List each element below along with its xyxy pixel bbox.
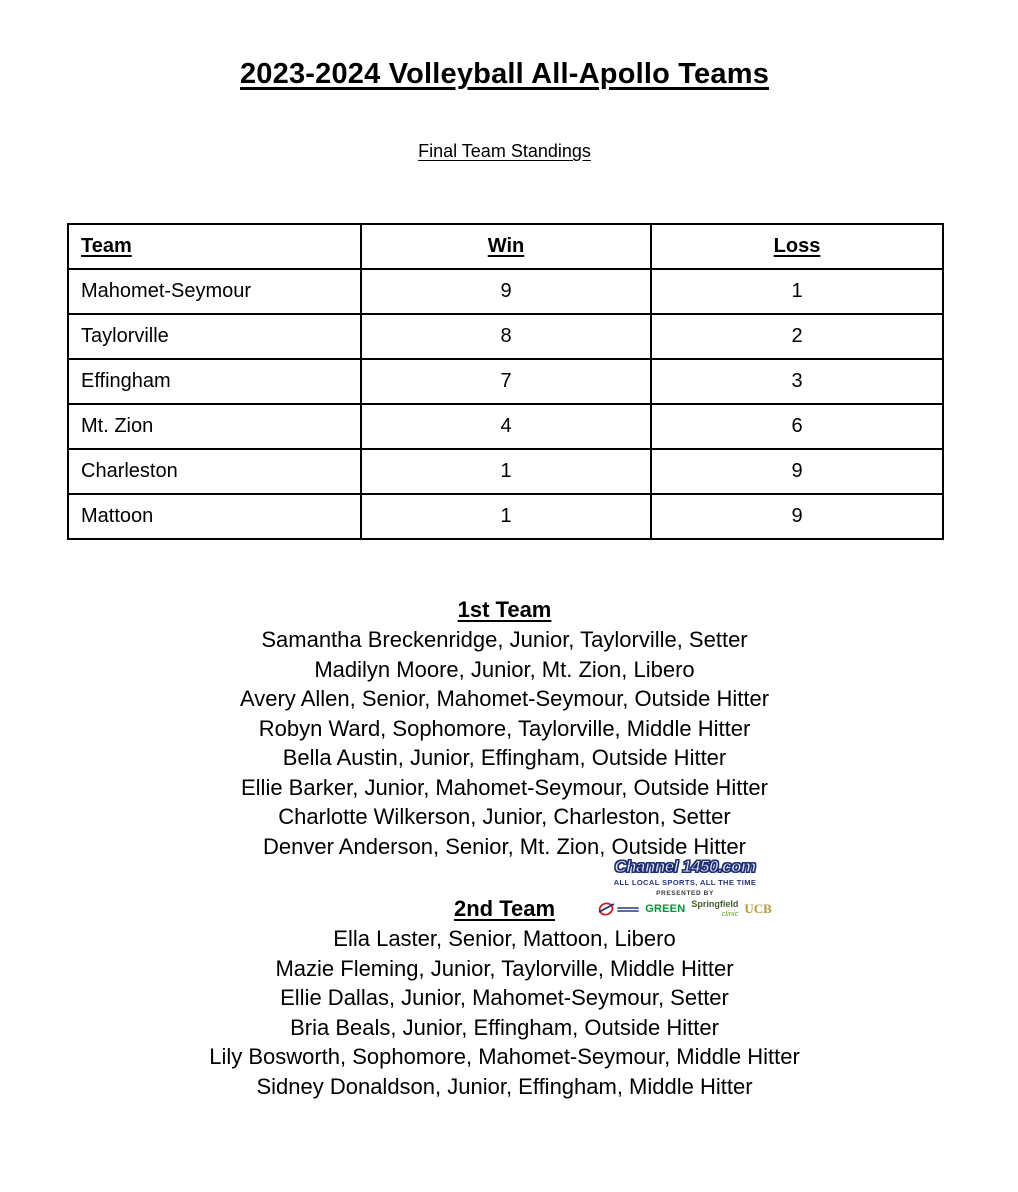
- loss-cell: 2: [651, 314, 943, 359]
- standings-table: [67, 223, 944, 540]
- standings-header-loss: Loss: [651, 224, 943, 269]
- standings-subtitle: Final Team Standings: [418, 141, 591, 161]
- page-title: 2023-2024 Volleyball All-Apollo Teams: [239, 58, 770, 90]
- loss-cell: 9: [651, 494, 943, 539]
- player-line: Avery Allen, Senior, Mahomet-Seymour, Outside Hitter: [239, 686, 770, 711]
- table-row: [68, 314, 943, 359]
- win-cell: 1: [361, 494, 651, 539]
- loss-cell: 6: [651, 404, 943, 449]
- table-header-row: [68, 224, 943, 269]
- player-line: Lily Bosworth, Sophomore, Mahomet-Seymour, Middle Hitter: [209, 1044, 800, 1069]
- sponsor-logos-row: [606, 899, 772, 919]
- channel-1450-tagline: ALL LOCAL SPORTS, ALL THE TIME: [613, 878, 757, 887]
- win-cell: 9: [361, 269, 651, 314]
- springfield-clinic-logo: [691, 900, 738, 918]
- clinic-word: clinic: [721, 909, 739, 919]
- team-cell: Taylorville: [68, 314, 361, 359]
- player-line: Ellie Dallas, Junior, Mahomet-Seymour, Setter: [280, 985, 729, 1010]
- player-line: Bella Austin, Junior, Effingham, Outside Hitter: [282, 745, 727, 770]
- standings-header-team: Team: [68, 224, 361, 269]
- illegible-bank-text: [617, 906, 639, 913]
- win-cell: 8: [361, 314, 651, 359]
- player-line: Bria Beals, Junior, Effingham, Outside Hitter: [290, 1014, 719, 1040]
- player-line: Ellie Barker, Junior, Mahomet-Seymour, Outside Hitter: [241, 774, 768, 800]
- ucb-bank-logo: UCB: [744, 901, 772, 916]
- presented-by-label: PRESENTED BY: [656, 890, 714, 897]
- red-blue-swoosh-icon: [598, 896, 615, 922]
- player-line: Samantha Breckenridge, Junior, Taylorville, Setter: [261, 627, 748, 652]
- table-row: [68, 404, 943, 449]
- channel-1450-logo: [606, 857, 772, 919]
- springfield-word: Springfield: [691, 899, 739, 910]
- team-cell: Mattoon: [68, 494, 361, 539]
- player-line: Charlotte Wilkerson, Junior, Charleston, Setter: [278, 804, 731, 829]
- win-cell: 4: [361, 404, 651, 449]
- team-cell: Mt. Zion: [68, 404, 361, 449]
- player-line: Robyn Ward, Sophomore, Taylorville, Middle Hitter: [258, 715, 751, 741]
- table-row: [68, 269, 943, 314]
- table-row: [68, 494, 943, 539]
- roster-section: [0, 595, 1009, 1101]
- player-line: Denver Anderson, Senior, Mt. Zion, Outside Hitter: [262, 833, 746, 859]
- loss-cell: 9: [651, 449, 943, 494]
- player-line: Mazie Fleming, Junior, Taylorville, Middle Hitter: [275, 955, 734, 981]
- bank-sponsor-logo: [598, 896, 639, 922]
- player-line: Madilyn Moore, Junior, Mt. Zion, Libero: [314, 656, 695, 682]
- loss-cell: 1: [651, 269, 943, 314]
- table-row: [68, 449, 943, 494]
- loss-cell: 3: [651, 359, 943, 404]
- channel-1450-wordmark: Channel 1450.com: [614, 857, 756, 876]
- second-team-heading: 2nd Team: [453, 896, 556, 921]
- player-line: Sidney Donaldson, Junior, Effingham, Middle Hitter: [256, 1073, 753, 1099]
- win-cell: 7: [361, 359, 651, 404]
- team-cell: Charleston: [68, 449, 361, 494]
- table-row: [68, 359, 943, 404]
- team-cell: Mahomet-Seymour: [68, 269, 361, 314]
- first-team-heading: 1st Team: [457, 597, 552, 622]
- green-sponsor-logo: GREEN: [645, 903, 686, 915]
- standings-header-win: Win: [361, 224, 651, 269]
- win-cell: 1: [361, 449, 651, 494]
- team-cell: Effingham: [68, 359, 361, 404]
- player-line: Ella Laster, Senior, Mattoon, Libero: [333, 926, 676, 951]
